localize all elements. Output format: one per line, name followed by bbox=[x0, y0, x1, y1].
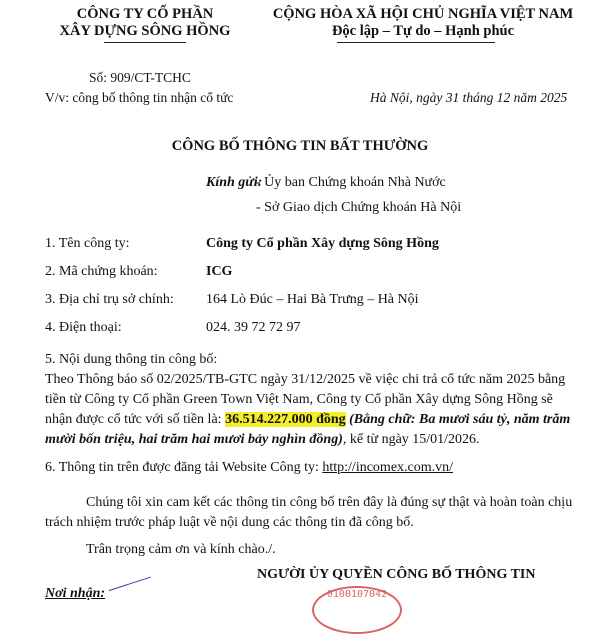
recipients-footer-label: Nơi nhận: bbox=[45, 586, 106, 601]
company-name-line1: CÔNG TY CỔ PHẦN bbox=[76, 6, 214, 22]
website-link[interactable]: http://incomex.com.vn/ bbox=[322, 460, 454, 475]
field-value-address: 164 Lò Đúc – Hai Bà Trưng – Hà Nội bbox=[206, 292, 419, 307]
company-name-line2: XÂY DỰNG SÔNG HỒNG bbox=[59, 23, 231, 39]
nation-header bbox=[246, 6, 600, 40]
closing-line: Trân trọng cảm ơn và kính chào./. bbox=[86, 542, 276, 557]
company-seal bbox=[312, 586, 402, 634]
field-label-company: 1. Tên công ty: bbox=[45, 236, 130, 251]
content-line3 bbox=[45, 409, 570, 430]
content-heading: 5. Nội dung thông tin công bố: bbox=[45, 352, 218, 367]
motto-underline bbox=[337, 42, 495, 43]
company-underline bbox=[104, 42, 186, 43]
recipient-1: - Ủy ban Chứng khoán Nhà Nước bbox=[256, 175, 446, 190]
signature-mark bbox=[109, 577, 155, 605]
field-value-phone: 024. 39 72 72 97 bbox=[206, 320, 301, 335]
website-line bbox=[45, 457, 453, 478]
doc-number: Số: 909/CT-TCHC bbox=[89, 70, 191, 85]
field-value-ticker: ICG bbox=[206, 264, 233, 279]
company-header bbox=[46, 6, 244, 40]
field-label-address: 3. Địa chỉ trụ sở chính: bbox=[45, 292, 174, 307]
commitment-line1: Chúng tôi xin cam kết các thông tin công bố trên đây là đúng sự thật và hoàn toàn chịu bbox=[86, 495, 573, 510]
content-line2: tiền từ Công ty Cổ phần Green Town Việt Nam, Công ty Cổ phần Xây dựng Sông Hồng sẽ bbox=[45, 392, 553, 407]
page-title: CÔNG BỐ THÔNG TIN BẤT THƯỜNG bbox=[171, 138, 429, 154]
recipient-2: - Sở Giao dịch Chứng khoán Hà Nội bbox=[256, 200, 462, 215]
field-value-company: Công ty Cổ phần Xây dựng Sông Hồng bbox=[206, 236, 439, 251]
dividend-amount: 36.514.227.000 đồng bbox=[225, 412, 346, 427]
doc-date: Hà Nội, ngày 31 tháng 12 năm 2025 bbox=[370, 90, 568, 105]
doc-subject: V/v: công bố thông tin nhận cổ tức bbox=[45, 90, 234, 105]
content-line4 bbox=[45, 429, 480, 450]
website-label: 6. Thông tin trên được đăng tải Website Công ty: bbox=[45, 460, 323, 475]
commitment-line2: trách nhiệm trước pháp luật về nội dung các thông tin đã công bố. bbox=[45, 515, 414, 530]
nation-line1: CỘNG HÒA XÃ HỘI CHỦ NGHĨA VIỆT NAM bbox=[272, 6, 574, 22]
content-line3-prefix: nhận được cổ tức với số tiền là: bbox=[45, 412, 226, 427]
nation-motto: Độc lập – Tự do – Hạnh phúc bbox=[331, 23, 515, 39]
content-line1: Theo Thông báo số 02/2025/TB-GTC ngày 31/12/2025 về việc chi trả cổ tức năm 2025 bằng bbox=[45, 372, 566, 387]
recipients-label: Kính gửi: bbox=[206, 175, 263, 190]
field-label-phone: 4. Điện thoại: bbox=[45, 320, 122, 335]
amount-words-part2: mười bốn triệu, hai trăm hai mươi bảy nghìn đồng) bbox=[45, 432, 343, 447]
signatory-title: NGƯỜI ỦY QUYỀN CÔNG BỐ THÔNG TIN bbox=[257, 567, 536, 582]
seal-number: 0100107042 bbox=[326, 589, 388, 600]
field-label-ticker: 2. Mã chứng khoán: bbox=[45, 264, 158, 279]
amount-words-part1: (Bằng chữ: Ba mươi sáu tỷ, năm trăm bbox=[345, 412, 571, 427]
content-line4-suffix: , kể từ ngày 15/01/2026. bbox=[342, 432, 480, 447]
